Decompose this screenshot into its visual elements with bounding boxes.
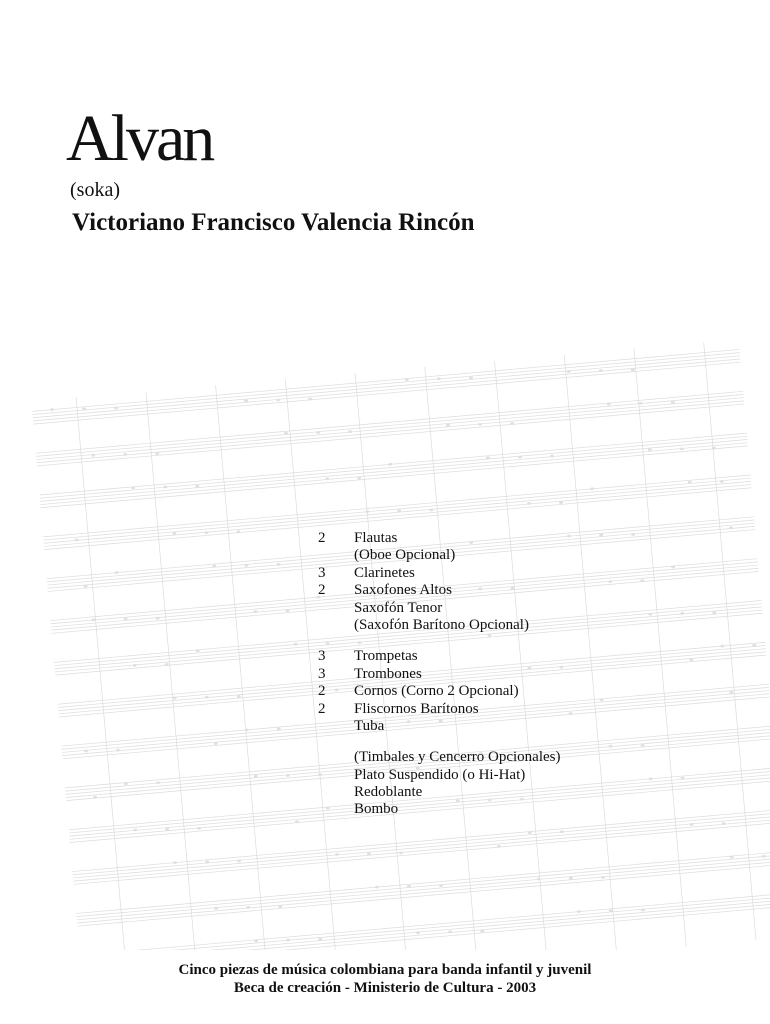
instrument-count: 2 xyxy=(318,683,326,700)
instrument-row xyxy=(318,648,560,665)
page-title: Alvan xyxy=(66,102,213,175)
instrument-row xyxy=(318,784,560,801)
instrument-count: 2 xyxy=(318,530,326,546)
instrument-row xyxy=(318,767,560,784)
instrument-count xyxy=(318,600,354,617)
instrument-count: 3 xyxy=(318,665,326,682)
instrument-count: 3 xyxy=(318,648,326,665)
footer-line-2: Beca de creación - Ministerio de Cultura - 2003 xyxy=(233,980,537,996)
instrument-name: Cornos (Corno 2 Opcional) xyxy=(354,683,519,700)
instrument-row xyxy=(318,582,560,599)
composer-name: Victoriano Francisco Valencia Rincón xyxy=(72,209,475,236)
instrument-row xyxy=(318,617,560,634)
instrument-name: Plato Suspendido (o Hi-Hat) xyxy=(354,766,526,783)
instrument-name: Tuba xyxy=(354,717,385,734)
instrument-count xyxy=(318,718,354,735)
instrument-row xyxy=(318,701,560,718)
instrument-name: (Saxofón Barítono Opcional) xyxy=(354,616,529,633)
subtitle: (soka) xyxy=(70,179,120,201)
instrument-name: Redoblante xyxy=(354,784,423,801)
instrument-count: 2 xyxy=(318,582,326,599)
instrument-name: Trombones xyxy=(354,665,422,682)
instrument-row xyxy=(318,718,560,735)
instrument-group xyxy=(318,749,560,819)
instrument-row xyxy=(318,547,560,564)
instrument-row xyxy=(318,600,560,617)
instrument-count: 3 xyxy=(318,564,326,581)
instrumentation-list xyxy=(318,530,560,833)
instrument-count xyxy=(318,617,354,634)
instrument-name: Fliscornos Barítonos xyxy=(354,700,479,717)
instrument-row xyxy=(318,683,560,700)
instrument-name: (Timbales y Cencerro Opcionales) xyxy=(354,749,561,766)
instrument-name: Trompetas xyxy=(354,648,418,665)
instrument-count: 2 xyxy=(318,700,326,717)
instrument-count xyxy=(318,801,354,818)
instrument-row xyxy=(318,530,560,547)
instrument-count xyxy=(318,749,354,766)
instrument-name: Clarinetes xyxy=(354,564,415,581)
instrument-name: Bombo xyxy=(354,801,399,818)
instrument-name: (Oboe Opcional) xyxy=(354,547,456,564)
instrument-count xyxy=(318,547,354,564)
instrument-name: Flautas xyxy=(354,530,398,546)
instrument-row xyxy=(318,749,560,766)
instrument-count xyxy=(318,767,354,784)
instrument-row xyxy=(318,565,560,582)
instrument-name: Saxofón Tenor xyxy=(354,599,443,616)
instrument-name: Saxofones Altos xyxy=(354,582,452,599)
footer-line-1: Cinco piezas de música colombiana para banda infantil y juvenil xyxy=(178,962,592,978)
instrument-row xyxy=(318,801,560,818)
instrument-count xyxy=(318,784,354,801)
instrument-group xyxy=(318,648,560,735)
instrument-group xyxy=(318,530,560,634)
instrument-row xyxy=(318,666,560,683)
